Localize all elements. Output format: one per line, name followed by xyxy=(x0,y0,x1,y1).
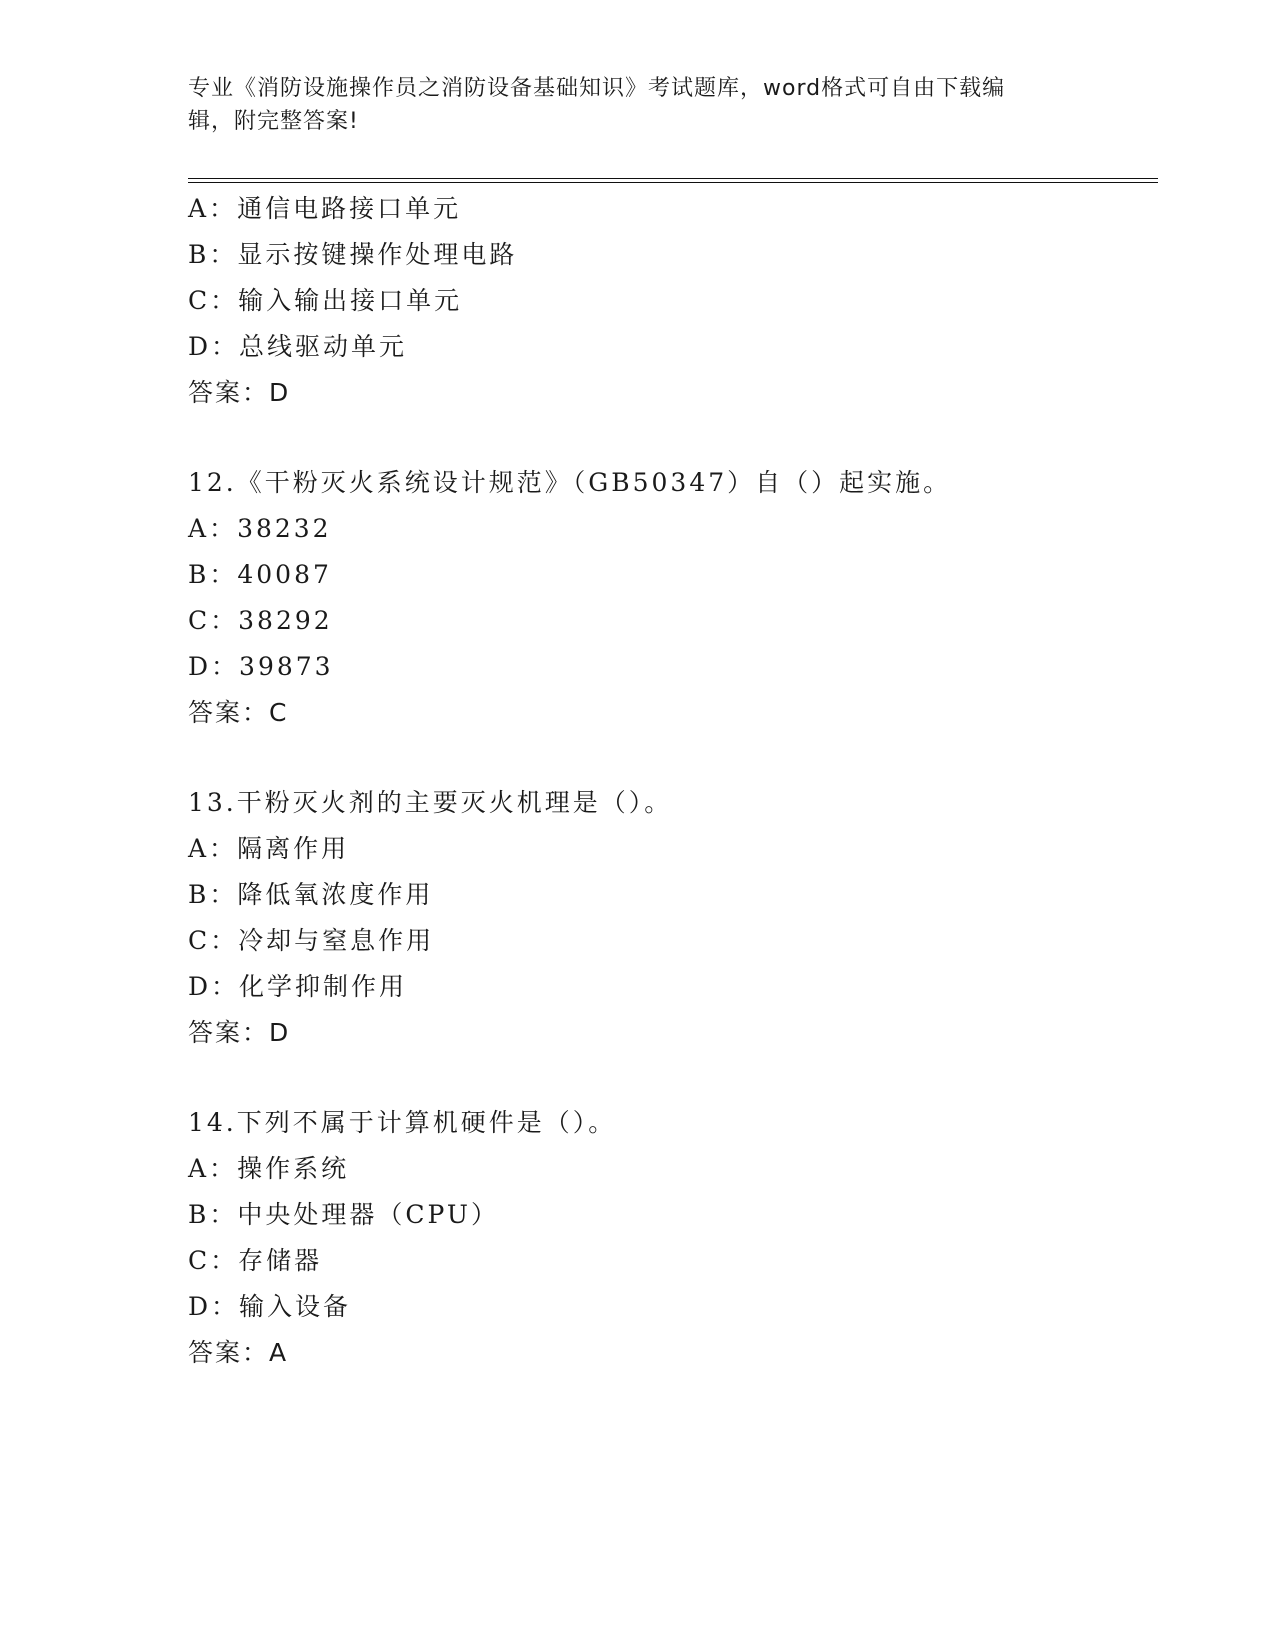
option-d xyxy=(188,644,1158,690)
header-line-1: 专业《消防设施操作员之消防设备基础知识》考试题库，word格式可自由下载编 xyxy=(188,76,1006,101)
option-text: 40087 xyxy=(237,560,332,589)
header-divider-bottom xyxy=(188,182,1158,183)
option-label: D： xyxy=(188,972,240,1001)
option-c xyxy=(188,278,1158,324)
option-c xyxy=(188,918,1158,964)
answer-line: 答案：D xyxy=(188,378,291,407)
document-header xyxy=(188,72,1068,138)
option-label: C： xyxy=(188,926,239,955)
option-label: C： xyxy=(188,1246,239,1275)
option-text: 操作系统 xyxy=(237,1154,350,1183)
question-text: 12.《干粉灭火系统设计规范》（GB50347）自（）起实施。 xyxy=(188,468,952,497)
option-text: 中央处理器（CPU） xyxy=(237,1200,499,1229)
question-block xyxy=(188,186,1158,416)
question-block xyxy=(188,460,1158,736)
option-b xyxy=(188,872,1158,918)
option-a xyxy=(188,506,1158,552)
answer-line: 答案：D xyxy=(188,1018,291,1047)
question-block xyxy=(188,780,1158,1056)
answer-line: 答案：A xyxy=(188,1338,289,1367)
question-text: 14.下列不属于计算机硬件是（）。 xyxy=(188,1108,617,1137)
option-a xyxy=(188,1146,1158,1192)
question-text: 13.干粉灭火剂的主要灭火机理是（）。 xyxy=(188,788,673,817)
option-label: B： xyxy=(188,880,238,909)
option-text: 化学抑制作用 xyxy=(239,972,408,1001)
option-c xyxy=(188,598,1158,644)
option-d xyxy=(188,324,1158,370)
option-text: 总线驱动单元 xyxy=(239,332,408,361)
option-label: D： xyxy=(188,1292,240,1321)
option-text: 冷却与窒息作用 xyxy=(238,926,435,955)
option-text: 显示按键操作处理电路 xyxy=(237,240,518,269)
option-label: B： xyxy=(188,240,238,269)
option-text: 39873 xyxy=(239,652,334,681)
option-text: 通信电路接口单元 xyxy=(237,194,462,223)
header-line-2: 辑，附完整答案! xyxy=(188,109,359,134)
option-text: 存储器 xyxy=(238,1246,323,1275)
option-label: C： xyxy=(188,606,239,635)
option-label: D： xyxy=(188,652,240,681)
question-block xyxy=(188,1100,1158,1376)
option-b xyxy=(188,552,1158,598)
option-a xyxy=(188,826,1158,872)
option-b xyxy=(188,1192,1158,1238)
option-label: A： xyxy=(188,1154,238,1183)
option-label: A： xyxy=(188,514,238,543)
option-b xyxy=(188,232,1158,278)
option-label: C： xyxy=(188,286,239,315)
option-d xyxy=(188,964,1158,1010)
option-text: 输入设备 xyxy=(239,1292,352,1321)
option-label: D： xyxy=(188,332,240,361)
header-divider-top xyxy=(188,178,1158,179)
option-text: 隔离作用 xyxy=(237,834,350,863)
option-text: 38232 xyxy=(237,514,332,543)
option-c xyxy=(188,1238,1158,1284)
option-label: B： xyxy=(188,1200,238,1229)
option-d xyxy=(188,1284,1158,1330)
answer-line: 答案：C xyxy=(188,698,289,727)
option-text: 降低氧浓度作用 xyxy=(237,880,434,909)
option-a xyxy=(188,186,1158,232)
option-text: 输入输出接口单元 xyxy=(238,286,463,315)
option-label: A： xyxy=(188,194,238,223)
option-text: 38292 xyxy=(238,606,333,635)
question-list xyxy=(188,186,1158,1376)
option-label: B： xyxy=(188,560,238,589)
option-label: A： xyxy=(188,834,238,863)
